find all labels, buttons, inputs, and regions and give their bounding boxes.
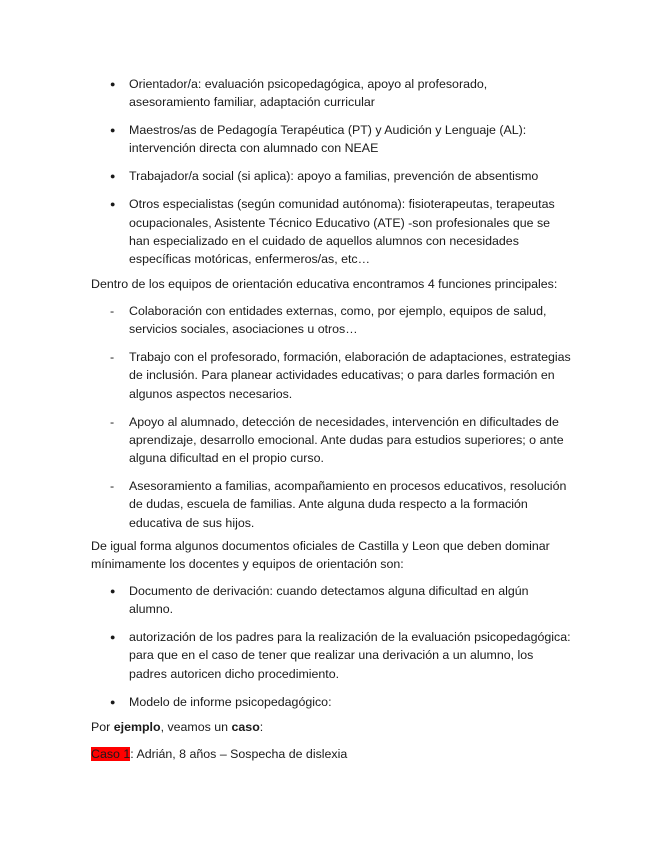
roles-bullet-list [0, 75, 655, 268]
list-item-text: Colaboración con entidades externas, como, por ejemplo, equipos de salud, servicios sociales, asociaciones u otros… [129, 304, 547, 337]
bullet-icon: ● [110, 125, 116, 136]
bullet-icon: ● [110, 586, 116, 596]
functions-intro-paragraph: Dentro de los equipos de orientación educativa encontramos 4 funciones principales: [91, 277, 558, 291]
bullet-icon: ● [110, 696, 116, 707]
list-item-text: Trabajo con el profesorado, formación, elaboración de adaptaciones, estrategias de inclusión. Para planear actividades educativas; o para darles formación en algunos aspectos necesarios. [129, 350, 571, 401]
list-item-text: Apoyo al alumnado, detección de necesidades, intervención en dificultades de aprendizaje, desarrollo emocional. Ante dudas para estudios superiores; o ante alguna dificultad en el propio curso. [129, 414, 564, 466]
case-bold-word: caso [231, 720, 260, 734]
list-item-text: Trabajador/a social (si aplica): apoyo a familias, prevención de absentismo [129, 169, 539, 184]
example-line [0, 718, 655, 736]
dash-marker: - [110, 479, 115, 494]
list-item-text: Orientador/a: evaluación psicopedagógica, apoyo al profesorado, asesoramiento familiar, adaptación curricular [129, 77, 488, 110]
list-item-text: autorización de los padres para la realización de la evaluación psicopedagógica: para que en el caso de tener que realizar una derivación a un alumno, los padres autoricen dicho procedimiento. [129, 630, 571, 681]
list-item [0, 75, 655, 112]
example-suffix: : [259, 720, 264, 734]
list-item [0, 628, 655, 683]
list-item [0, 582, 655, 619]
case-label-highlight: Caso 1 [91, 747, 131, 761]
list-item [0, 167, 655, 185]
documents-intro-paragraph: De igual forma algunos documentos oficiales de Castilla y Leon que deben dominar mínimamente los docentes y equipos de orientación son: [91, 539, 550, 572]
example-bold-word: ejemplo [113, 720, 161, 734]
list-item [0, 693, 655, 711]
bullet-icon: ● [110, 171, 116, 182]
list-item-text: Maestros/as de Pedagogía Terapéutica (PT) y Audición y Lenguaje (AL): intervención directa con alumnado con NEAE [129, 123, 527, 156]
list-item-text: Asesoramiento a familias, acompañamiento en procesos educativos, resolución de dudas, escuela de familias. Ante alguna duda respecto a la formación educativa de sus hijos. [129, 479, 567, 530]
dash-marker: - [110, 350, 115, 365]
list-item [0, 302, 655, 339]
list-item-text: Modelo de informe psicopedagógico: [129, 694, 332, 709]
example-middle: , veamos un [160, 720, 232, 734]
bullet-icon: ● [110, 199, 116, 210]
documents-bullet-list [0, 582, 655, 711]
list-item-text: Documento de derivación: cuando detectamos alguna dificultad en algún alumno. [129, 584, 529, 617]
dash-marker: - [110, 414, 115, 429]
list-item [0, 348, 655, 403]
example-prefix: Por [91, 720, 114, 734]
list-item [0, 477, 655, 532]
case-heading [0, 745, 655, 763]
list-item [0, 413, 655, 468]
list-item [0, 195, 655, 268]
bullet-icon: ● [110, 79, 116, 89]
bullet-icon: ● [110, 632, 116, 643]
dash-marker: - [110, 304, 115, 318]
list-item-text: Otros especialistas (según comunidad autónoma): fisioterapeutas, terapeutas ocupacionales, Asistente Técnico Educativo (ATE) -son profesionales que se han especializado en el cuidado de aquellos alumnos con necesidades específicas motóricas, enfermeros/as, etc… [129, 197, 555, 267]
list-item [0, 121, 655, 158]
case-description: : Adrián, 8 años – Sospecha de dislexia [130, 747, 348, 761]
functions-dash-list [0, 302, 655, 532]
